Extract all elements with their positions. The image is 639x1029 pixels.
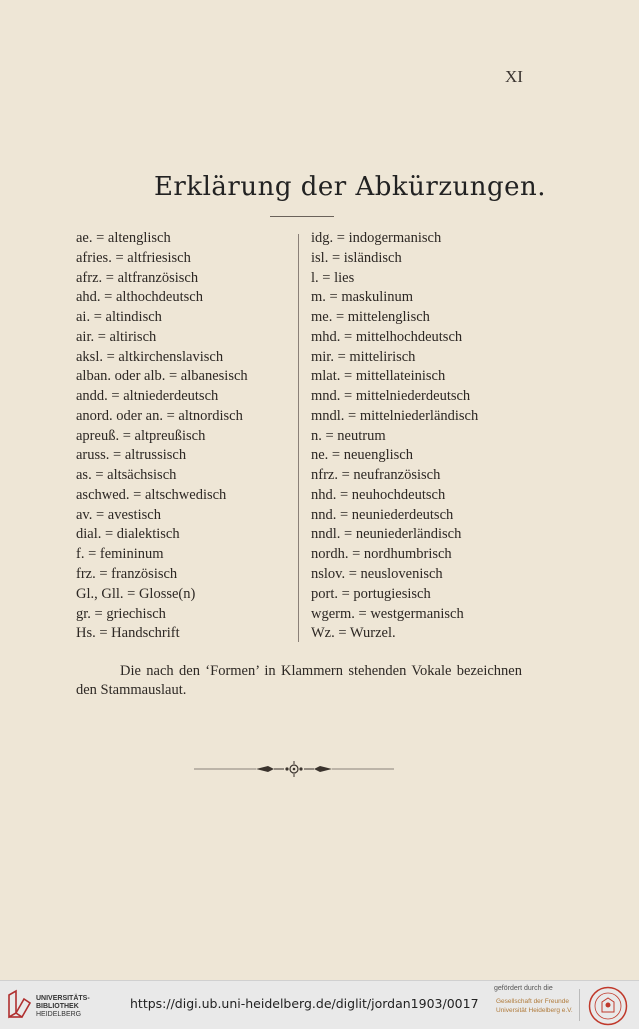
- library-name-line: UNIVERSITÄTS-: [36, 995, 90, 1002]
- abbreviation-column-left: [76, 229, 291, 644]
- library-name-line: BIBLIOTHEK: [36, 1003, 79, 1010]
- abbreviation-entry: mnd. = mittelniederdeutsch: [311, 388, 471, 405]
- abbreviation-entry: av. = avestisch: [76, 506, 161, 523]
- sponsor-name: [496, 997, 573, 1015]
- abbreviation-entry: aschwed. = altschwedisch: [76, 486, 227, 503]
- permalink-url[interactable]: https://digi.ub.uni-heidelberg.de/diglit/jordan1903/0017: [130, 996, 479, 1011]
- title-rule: [270, 216, 334, 217]
- abbreviation-entry: Wz. = Wurzel.: [311, 625, 396, 642]
- abbreviation-entry: mir. = mittelirisch: [311, 348, 416, 365]
- page-number: XI: [505, 67, 523, 86]
- abbreviation-entry: andd. = altniederdeutsch: [76, 388, 219, 405]
- abbreviation-entry: wgerm. = westgermanisch: [311, 605, 464, 622]
- abbreviation-column-right: [311, 229, 526, 644]
- abbreviation-entry: nslov. = neuslovenisch: [311, 566, 443, 583]
- abbreviation-entry: aksl. = altkirchenslavisch: [76, 348, 224, 365]
- abbreviation-entry: idg. = indogermanisch: [311, 230, 442, 246]
- abbreviation-entry: nndl. = neuniederländisch: [311, 526, 462, 543]
- abbreviation-entry: dial. = dialektisch: [76, 526, 180, 543]
- abbreviation-entry: anord. oder an. = altnordisch: [76, 407, 243, 424]
- abbreviation-entry: f. = femininum: [76, 546, 164, 563]
- abbreviation-entry: Gl., Gll. = Glosse(n): [76, 585, 196, 602]
- abbreviation-entry: port. = portugiesisch: [311, 585, 431, 602]
- university-seal-icon: [588, 986, 628, 1026]
- abbreviation-entry: gr. = griechisch: [76, 605, 166, 622]
- abbreviation-entry: apreuß. = altpreußisch: [76, 427, 206, 444]
- abbreviation-entry: mhd. = mittelhochdeutsch: [311, 328, 463, 345]
- abbreviation-entry: alban. oder alb. = albanesisch: [76, 368, 248, 385]
- abbreviation-entry: Hs. = Handschrift: [76, 625, 180, 642]
- page-title-wrap: [0, 172, 600, 202]
- abbreviation-entry: nhd. = neuhochdeutsch: [311, 486, 446, 503]
- footnote-paragraph: Die nach den ‘Formen’ in Klammern stehenden Vokale bezeichnen den Stammauslaut.: [76, 663, 522, 698]
- page-title: Erklärung der Abkürzungen.: [153, 172, 547, 202]
- sponsor-name-line: Universität Heidelberg e.V.: [496, 1007, 573, 1014]
- library-name: [36, 995, 90, 1019]
- abbreviation-entry: nfrz. = neufranzösisch: [311, 467, 441, 484]
- abbreviation-entry: air. = altirisch: [76, 328, 157, 345]
- footer-separator: [579, 989, 580, 1021]
- sponsor-name-line: Gesellschaft der Freunde: [496, 998, 569, 1005]
- abbreviation-entry: ne. = neuenglisch: [311, 447, 413, 464]
- abbreviation-entry: me. = mittelenglisch: [311, 309, 430, 326]
- abbreviation-entry: ai. = altindisch: [76, 309, 162, 326]
- library-name-line: HEIDELBERG: [36, 1011, 82, 1018]
- ornament-divider-icon: [194, 758, 394, 780]
- abbreviation-entry: afries. = altfriesisch: [76, 249, 191, 266]
- university-library-logo-icon: [6, 989, 32, 1021]
- abbreviation-entry: as. = altsächsisch: [76, 467, 177, 484]
- abbreviation-entry: n. = neutrum: [311, 427, 386, 444]
- abbreviation-entry: isl. = isländisch: [311, 249, 402, 266]
- abbreviation-entry: frz. = französisch: [76, 566, 178, 583]
- viewer-footer: [0, 980, 639, 1029]
- abbreviation-entry: nordh. = nordhumbrisch: [311, 546, 452, 563]
- sponsor-label: gefördert durch die: [494, 985, 553, 992]
- abbreviation-entry: m. = maskulinum: [311, 289, 414, 306]
- abbreviation-entry: mndl. = mittelniederländisch: [311, 407, 479, 424]
- abbreviation-entry: ae. = altenglisch: [76, 230, 171, 246]
- abbreviation-entry: afrz. = altfranzösisch: [76, 269, 199, 286]
- abbreviation-entry: nnd. = neuniederdeutsch: [311, 506, 454, 523]
- abbreviation-entry: mlat. = mittellateinisch: [311, 368, 446, 385]
- abbreviation-entry: l. = lies: [311, 269, 355, 286]
- abbreviation-entry: ahd. = althochdeutsch: [76, 289, 203, 306]
- abbreviation-entry: aruss. = altrussisch: [76, 447, 187, 464]
- column-divider: [298, 234, 299, 642]
